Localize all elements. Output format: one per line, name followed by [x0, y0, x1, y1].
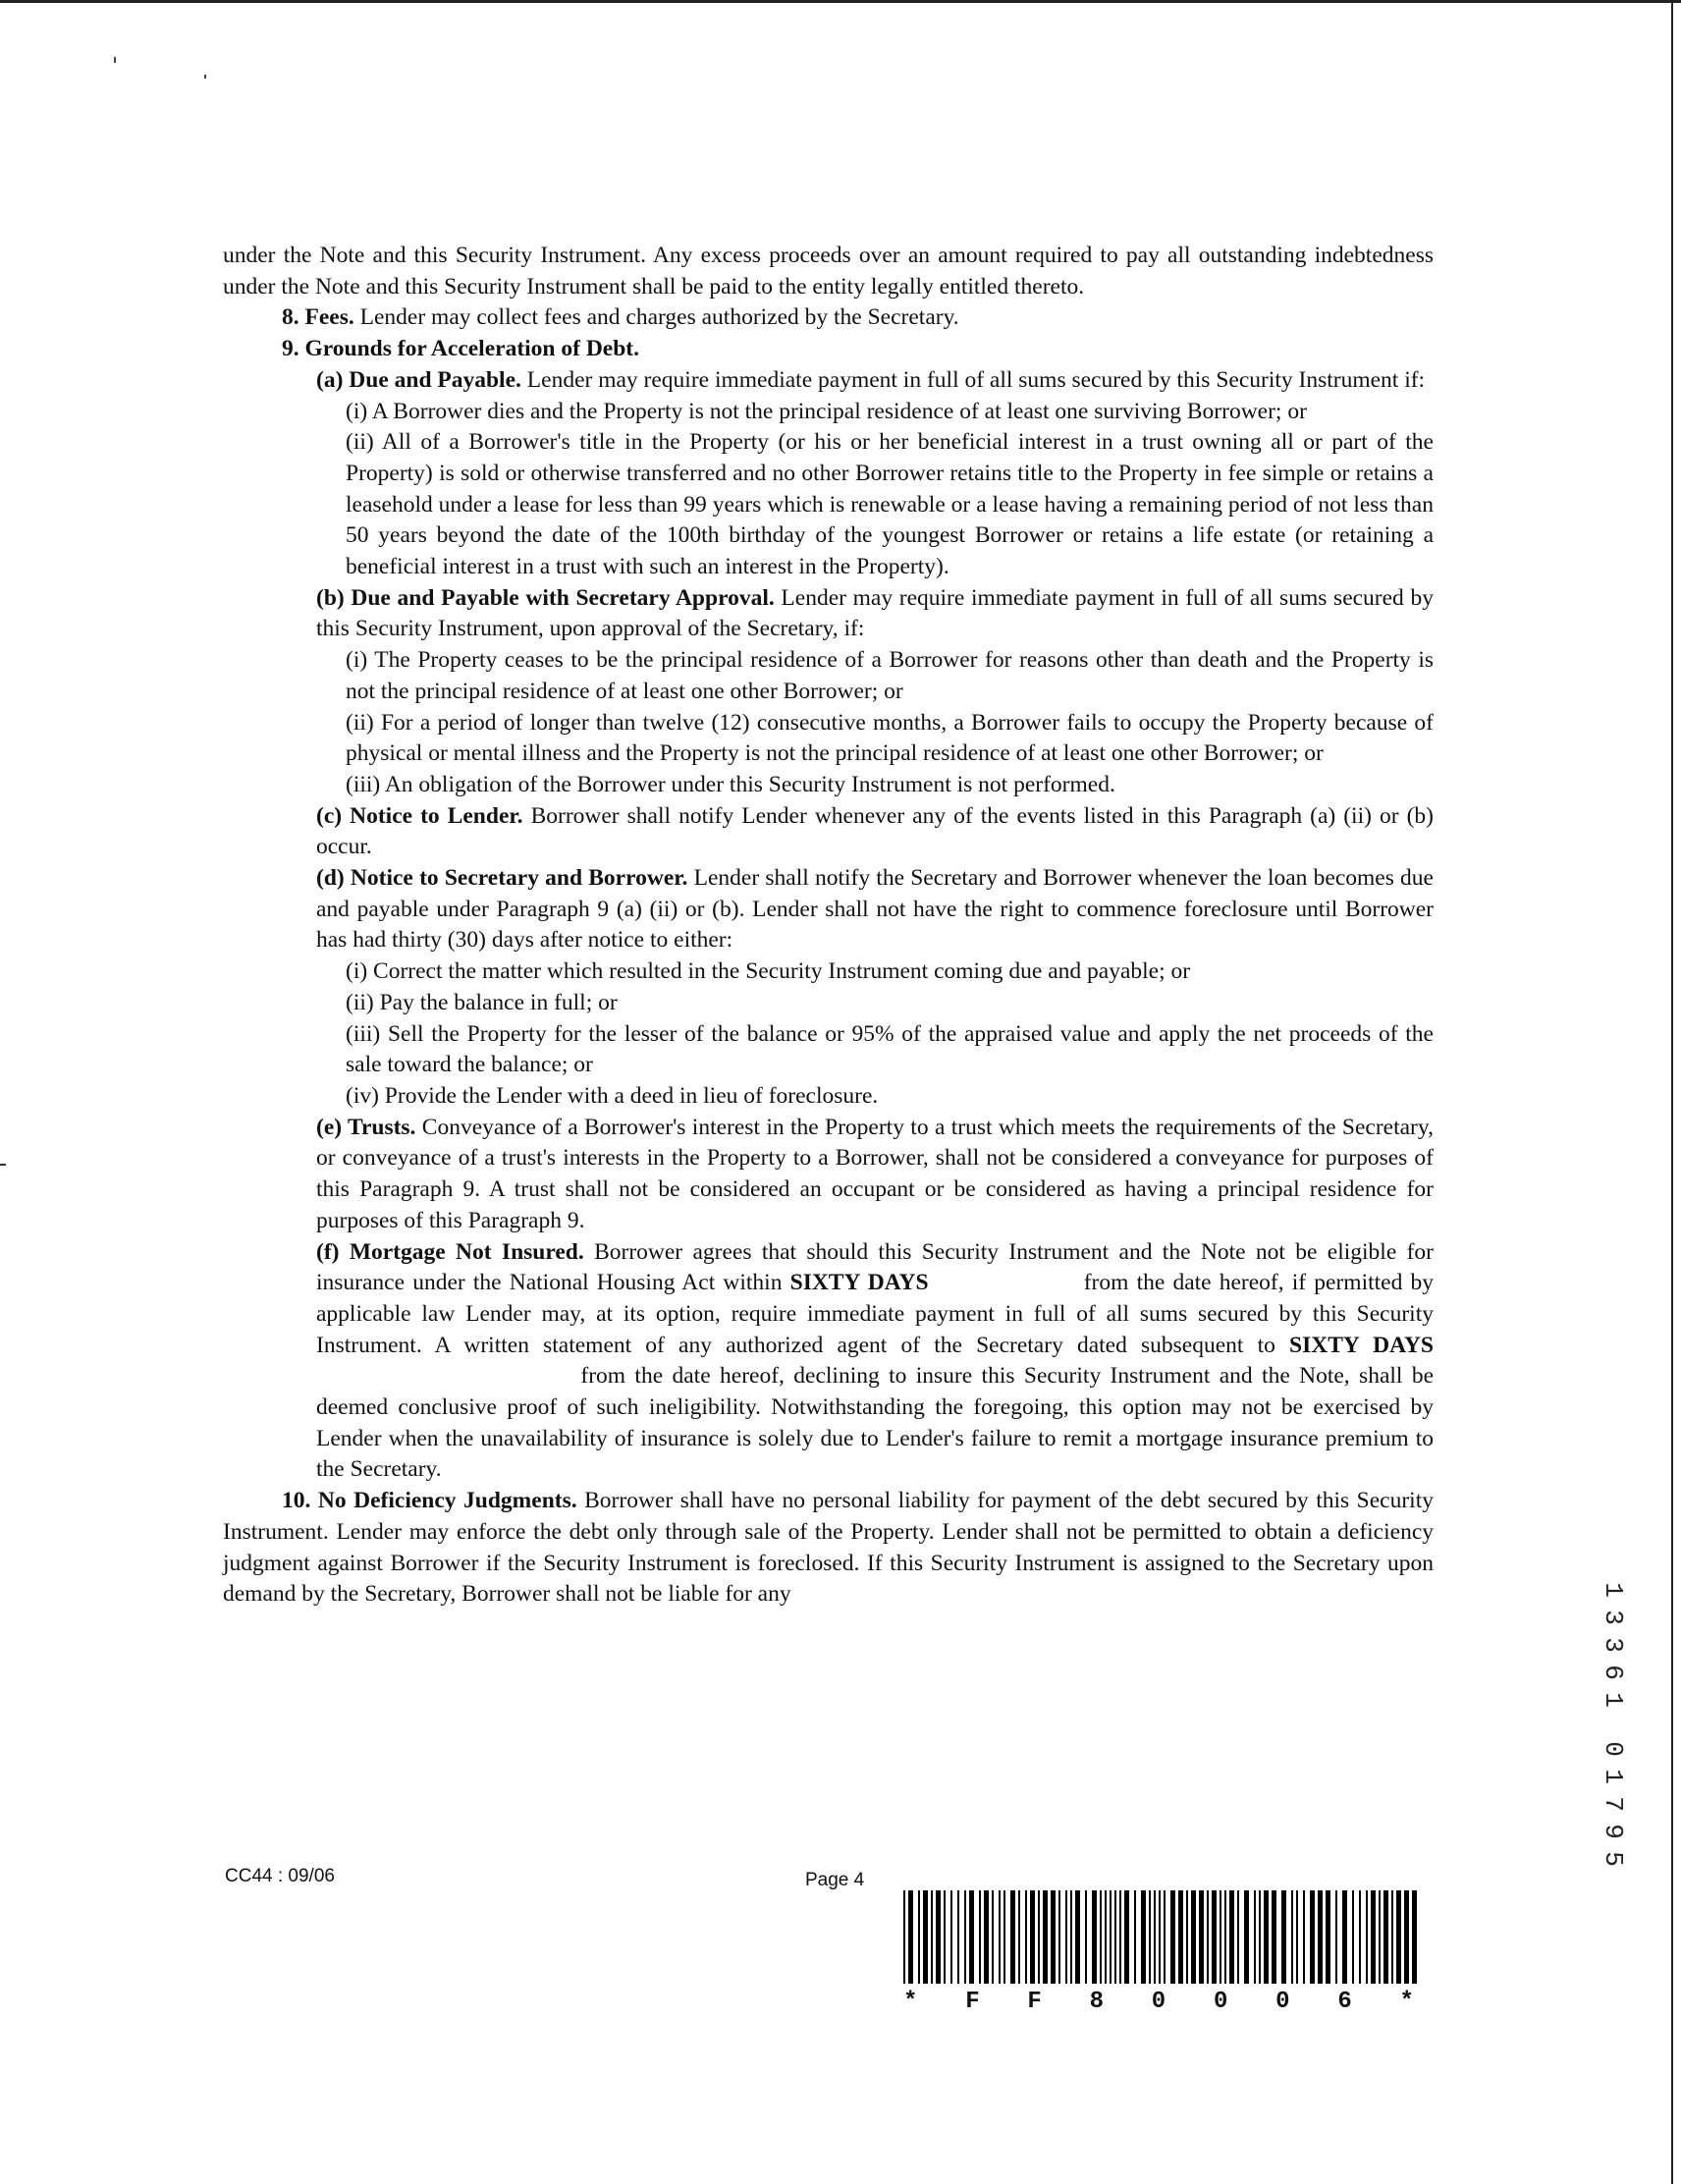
clause-text: Borrower shall notify Lender whenever any of the events listed in this Paragraph (a) (ii) or (b) occur. [316, 802, 1434, 860]
barcode-bar [1404, 1890, 1409, 1984]
side-digit: 3 [1598, 1637, 1628, 1653]
section-heading: 8. Fees. [282, 304, 354, 331]
clause-b-i: (i) The Property ceases to be the principal residence of a Borrower for reasons other than death and the Property is not the principal residence of at least one other Borrower; or [346, 647, 1434, 704]
scan-speck [114, 57, 116, 63]
barcode-bar [1342, 1890, 1347, 1984]
barcode-bar [1281, 1890, 1286, 1984]
barcode-bar [1065, 1890, 1067, 1984]
barcode-bar [1359, 1890, 1361, 1984]
barcode-char: 0 [1151, 1989, 1166, 2015]
barcode-bar [999, 1890, 1001, 1984]
barcode-bar [1030, 1890, 1035, 1984]
barcode-bar [1154, 1890, 1156, 1984]
document-body [223, 241, 1434, 1611]
barcode-bar [1003, 1890, 1005, 1984]
barcode-bar [1310, 1890, 1315, 1984]
barcode-bar [1379, 1890, 1381, 1984]
right-border [1671, 0, 1673, 2184]
barcode-bar [1085, 1890, 1087, 1984]
barcode-bar [1018, 1890, 1020, 1984]
barcode-bar [1164, 1890, 1166, 1984]
barcode-bar [1110, 1890, 1112, 1984]
clause-b [223, 583, 1434, 645]
barcode-char: * [903, 1989, 918, 2015]
barcode-char: * [1399, 1989, 1414, 2015]
barcode-bar [969, 1890, 974, 1984]
barcode-bar [984, 1890, 989, 1984]
barcode-bar [1335, 1890, 1337, 1984]
page-number: Page 4 [805, 1870, 865, 1890]
barcode-bar [1259, 1890, 1261, 1984]
side-digit: 1 [1598, 1582, 1628, 1598]
barcode-char: 8 [1089, 1989, 1104, 2015]
clause-heading: (c) Notice to Lender. [316, 802, 523, 829]
clause-d-iv: (iv) Provide the Lender with a deed in lieu of foreclosure. [346, 1082, 879, 1109]
clause-text: Lender shall notify the Secretary and Borrower whenever the loan becomes due and payable under Paragraph 9 (a) (ii) or (b). Lender shall not have the right to commence foreclosure until Borrower has had thirty (30) days after notice to either: [316, 865, 1434, 954]
barcode-bar [1199, 1890, 1204, 1984]
barcode-bar [1326, 1890, 1330, 1984]
clause-text: Lender may require immediate payment in full of all sums secured by this Security Instrument if: [520, 366, 1426, 393]
barcode-bar [1170, 1890, 1175, 1984]
barcode-bar [957, 1890, 959, 1984]
barcode-bar [908, 1890, 913, 1984]
barcode-bar [1075, 1890, 1080, 1984]
scan-mark [0, 1164, 6, 1166]
barcode-bar [1272, 1890, 1276, 1984]
barcode-bar [1114, 1890, 1116, 1984]
barcode-bar [979, 1890, 981, 1984]
barcode-bar [931, 1890, 933, 1984]
barcode-bar [1070, 1890, 1072, 1984]
barcode-bar [1119, 1890, 1121, 1984]
barcode-bar [1366, 1890, 1368, 1984]
barcode-bar [1149, 1890, 1151, 1984]
clause-f [223, 1237, 1434, 1487]
section-9-heading [223, 334, 1434, 365]
barcode-char: 6 [1337, 1989, 1352, 2015]
barcode-bar [964, 1890, 966, 1984]
barcode-bar [1254, 1890, 1256, 1984]
barcode-bar [1124, 1890, 1129, 1984]
barcode-bar [1207, 1890, 1209, 1984]
barcode-bar [1043, 1890, 1048, 1984]
barcode-char: F [965, 1989, 980, 2015]
side-document-number [1594, 1576, 1633, 1873]
barcode-bar [1212, 1890, 1217, 1984]
barcode-bar [1092, 1890, 1097, 1984]
clause-text: Lender may require immediate payment in full of all sums secured by this Security Instrument, upon approval of the Secretary, if: [316, 584, 1434, 642]
barcode-bar [1412, 1890, 1417, 1984]
barcode-bar [1010, 1890, 1015, 1984]
filled-days-2: SIXTY DAYS [1289, 1332, 1434, 1358]
barcode-bar [1038, 1890, 1040, 1984]
side-digit: 7 [1598, 1796, 1628, 1812]
clause-heading: (f) Mortgage Not Insured. [316, 1238, 584, 1265]
clause-heading: (a) Due and Payable. [316, 366, 521, 393]
barcode-bar [1318, 1890, 1323, 1984]
clause-heading: (b) Due and Payable with Secretary Approval. [316, 584, 775, 611]
barcode-bar [992, 1890, 994, 1984]
clause-c [223, 801, 1434, 863]
side-digit: 3 [1598, 1610, 1628, 1625]
barcode-bar [1229, 1890, 1234, 1984]
barcode-bar [1303, 1890, 1305, 1984]
form-id: CC44 : 09/06 [225, 1866, 335, 1886]
clause-a-i: (i) A Borrower dies and the Property is not the principal residence of at least one surviving Borrower; or [346, 398, 1307, 424]
barcode-bar [1134, 1890, 1136, 1984]
clause-text: from the date hereof, declining to insure this Security Instrument and the Note, shall be deemed conclusive proof of such ineligibility. Notwithstanding the foregoing, this option may not be exercised by Lender when the unavailability of insurance is solely due to Lender's failure to remit a mortgage insurance premium to the Secretary. [316, 1363, 1434, 1483]
clause-d-ii: (ii) Pay the balance in full; or [346, 989, 618, 1015]
barcode-bar [1220, 1890, 1221, 1984]
barcode-bar [1100, 1890, 1102, 1984]
side-digit: 6 [1598, 1665, 1628, 1680]
paragraph-continuation: under the Note and this Security Instrument. Any excess proceeds over an amount required to pay all outstanding indebtedness under the Note and this Security Instrument shall be paid to the entity legally entitled thereto. [223, 243, 1434, 300]
clause-a [223, 365, 1434, 397]
section-text: Borrower shall have no personal liability for payment of the debt secured by this Security Instrument. Lender may enforce the debt only through sale of the Property. Lender shall not be permitted to obtain a deficiency judgment against Borrower if the Security Instrument is foreclosed. If this Security Instrument is assigned to the Secretary upon demand by the Secretary, Borrower shall not be liable for any [223, 1488, 1434, 1608]
clause-text: Borrower agrees that should this Security Instrument and the Note not be eligible for insurance under the National Housing Act within [316, 1238, 1435, 1296]
scan-speck [204, 75, 206, 79]
barcode-bar [1396, 1890, 1401, 1984]
barcode-bar [1383, 1890, 1388, 1984]
section-8-fees [223, 302, 1434, 334]
clause-b-iii: (iii) An obligation of the Borrower under this Security Instrument is not performed. [346, 771, 1115, 797]
barcode-bar [1391, 1890, 1393, 1984]
barcode-text [903, 1989, 1414, 2015]
barcode-bar [903, 1890, 905, 1984]
barcode-bar [950, 1890, 952, 1984]
clause-text: Conveyance of a Borrower's interest in the Property to a trust which meets the requirements of the Secretary, or conveyance of a trust's interests in the Property to a Borrower, shall not be considered a conveyance for purposes of this Paragraph 9. A trust shall not be considered an occupant or be considered as having a principal residence for purposes of this Paragraph 9. [316, 1114, 1434, 1233]
barcode-bar [923, 1890, 928, 1984]
top-border [0, 0, 1681, 3]
barcode [903, 1890, 1424, 1984]
section-heading: 9. Grounds for Acceleration of Debt. [282, 336, 639, 362]
barcode-char: 0 [1213, 1989, 1228, 2015]
clause-d-iii: (iii) Sell the Property for the lesser of the balance or 95% of the appraised value and apply the net proceeds of the sale toward the balance; or [346, 1020, 1434, 1078]
barcode-bar [1159, 1890, 1161, 1984]
side-digit: 0 [1598, 1741, 1628, 1757]
barcode-bar [1291, 1890, 1293, 1984]
barcode-bar [1105, 1890, 1107, 1984]
section-text: Lender may collect fees and charges authorized by the Secretary. [353, 304, 959, 331]
clause-b-ii: (ii) For a period of longer than twelve (12) consecutive months, a Borrower fails to occupy the Property because of physical or mental illness and the Property is not the principal residence of at least one other Borrower; or [346, 709, 1434, 767]
barcode-bar [1224, 1890, 1226, 1984]
barcode-bar [1264, 1890, 1269, 1984]
barcode-bar [1178, 1890, 1183, 1984]
clause-heading: (d) Notice to Secretary and Borrower. [316, 865, 688, 892]
clause-e [223, 1113, 1434, 1237]
clause-d-i: (i) Correct the matter which resulted in the Security Instrument coming due and payable; or [346, 958, 1191, 985]
side-digit: 9 [1598, 1824, 1628, 1839]
barcode-bar [1058, 1890, 1060, 1984]
barcode-bar [918, 1890, 920, 1984]
clause-heading: (e) Trusts. [316, 1114, 416, 1140]
barcode-bar [1025, 1890, 1027, 1984]
barcode-bar [936, 1890, 941, 1984]
barcode-bar [1186, 1890, 1188, 1984]
clause-text: from the date hereof, if permitted by applicable law Lender may, at its option, require immediate payment in full of all sums secured by this Security Instrument. A written statement of any authorized agent of the Secretary dated subsequent to [316, 1270, 1435, 1358]
barcode-bar [1244, 1890, 1249, 1984]
barcode-bar [944, 1890, 946, 1984]
clause-d [223, 863, 1434, 956]
barcode-bar [1371, 1890, 1376, 1984]
barcode-bar [1051, 1890, 1056, 1984]
side-digit: 1 [1598, 1769, 1628, 1784]
section-10-no-deficiency [223, 1486, 1434, 1611]
barcode-bar [1191, 1890, 1196, 1984]
barcode-bar [1141, 1890, 1146, 1984]
barcode-bar [1237, 1890, 1239, 1984]
barcode-char: F [1027, 1989, 1042, 2015]
barcode-char: 0 [1275, 1989, 1290, 2015]
section-heading: 10. No Deficiency Judgments. [282, 1488, 577, 1514]
clause-a-ii: (ii) All of a Borrower's title in the Property (or his or her beneficial interest in a trust owning all or part of the Property) is sold or otherwise transferred and no other Borrower retains title to the Property in fee simple or retains a leasehold under a lease for less than 99 years which is renewable or a lease having a remaining period of not less than 50 years beyond the date of the 100th birthday of the youngest Borrower or retains a life estate (or retaining a beneficial interest in a trust with such an interest in the Property). [346, 429, 1434, 580]
barcode-bar [1296, 1890, 1298, 1984]
filled-days-1: SIXTY DAYS [789, 1270, 929, 1296]
barcode-bar [1352, 1890, 1354, 1984]
side-digit: 1 [1598, 1692, 1628, 1708]
side-digit: 5 [1598, 1851, 1628, 1867]
